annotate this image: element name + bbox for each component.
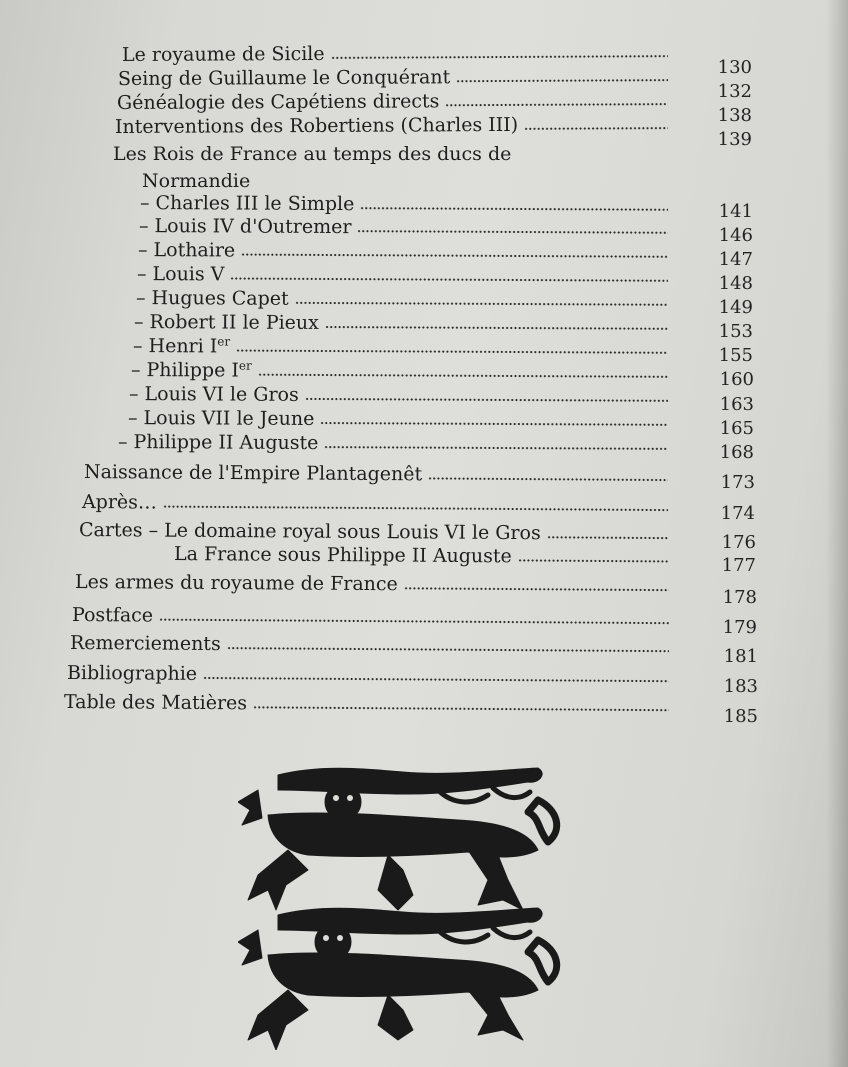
toc-label: – Louis IV d'Outremer bbox=[138, 215, 352, 239]
toc-row bbox=[174, 543, 675, 568]
two-leopards-heraldic-emblem bbox=[238, 760, 568, 1050]
toc-page-number: 148 bbox=[718, 273, 753, 294]
toc-label: – Lothaire bbox=[137, 239, 236, 262]
toc-row bbox=[67, 662, 675, 688]
toc-label: Remerciements bbox=[69, 632, 221, 656]
toc-page-number: 132 bbox=[717, 81, 752, 102]
toc-row bbox=[140, 192, 674, 217]
dot-leader bbox=[445, 102, 668, 107]
toc-row bbox=[128, 407, 674, 432]
toc-row bbox=[84, 461, 674, 487]
toc-label: – Louis V bbox=[136, 263, 225, 286]
toc-page-number: 178 bbox=[722, 587, 757, 608]
toc-label: Les Rois de France au temps des ducs de bbox=[113, 143, 512, 165]
toc-row bbox=[117, 89, 674, 114]
toc-page-number: 153 bbox=[718, 321, 753, 342]
toc-label: Cartes – Le domaine royal sous Louis VI le Gros bbox=[78, 519, 541, 545]
toc-row bbox=[115, 113, 674, 138]
dot-leader bbox=[230, 276, 668, 282]
lower-leopard bbox=[238, 908, 557, 1050]
upper-leopard bbox=[238, 768, 557, 910]
toc-label: Bibliographie bbox=[66, 662, 198, 685]
toc-row bbox=[79, 519, 675, 545]
dot-leader bbox=[360, 206, 668, 212]
toc-label: – Louis VI le Gros bbox=[128, 383, 299, 406]
dot-leader bbox=[305, 397, 668, 403]
toc-label: – Robert II le Pieux bbox=[133, 311, 319, 334]
toc-page-number: 183 bbox=[723, 676, 758, 697]
toc-row bbox=[131, 359, 674, 384]
toc-label: Normandie bbox=[142, 170, 251, 192]
dot-leader bbox=[320, 421, 668, 427]
toc-page-number: 138 bbox=[717, 105, 752, 126]
toc-page-number: 165 bbox=[719, 418, 754, 439]
dot-leader bbox=[331, 54, 668, 60]
toc-row bbox=[137, 263, 674, 288]
toc-label: – Philippe Ier bbox=[130, 358, 252, 382]
toc-page-number: 139 bbox=[717, 129, 752, 150]
toc-row bbox=[118, 65, 674, 90]
toc-label: Interventions des Robertiens (Charles III) bbox=[114, 113, 519, 138]
toc-row bbox=[134, 311, 674, 336]
dot-leader bbox=[163, 505, 668, 513]
dot-leader bbox=[253, 705, 669, 712]
toc-row bbox=[64, 691, 675, 717]
toc-page-number: 146 bbox=[718, 225, 753, 246]
dot-leader bbox=[203, 676, 669, 683]
toc-row bbox=[133, 335, 674, 360]
toc-page-number: 176 bbox=[721, 532, 756, 553]
dot-leader bbox=[227, 646, 669, 653]
dot-leader bbox=[324, 445, 668, 451]
toc-label: Les armes du royaume de France bbox=[74, 571, 398, 596]
toc-label: – Louis VII le Jeune bbox=[127, 407, 315, 430]
toc-label: Généalogie des Capétiens directs bbox=[116, 90, 440, 114]
toc-label: Après… bbox=[81, 491, 158, 514]
dot-leader bbox=[456, 78, 668, 83]
toc-row bbox=[129, 383, 674, 408]
dot-leader bbox=[258, 373, 668, 379]
toc-row bbox=[136, 287, 674, 312]
dot-leader bbox=[518, 558, 669, 563]
toc-row bbox=[122, 41, 674, 66]
toc-page-number: 179 bbox=[722, 617, 757, 638]
dot-leader bbox=[428, 476, 668, 482]
toc-row bbox=[118, 431, 674, 456]
toc-row bbox=[139, 215, 674, 240]
toc-label: Table des Matières bbox=[63, 691, 248, 715]
toc-page-number: 130 bbox=[717, 57, 752, 78]
toc-page-number: 177 bbox=[721, 555, 756, 576]
toc-label: Postface bbox=[71, 604, 154, 627]
dot-leader bbox=[241, 253, 668, 259]
dot-leader bbox=[404, 586, 669, 592]
toc-page-number: 173 bbox=[720, 472, 755, 493]
dot-leader bbox=[524, 126, 668, 131]
dot-leader bbox=[547, 535, 669, 540]
dot-leader bbox=[325, 325, 668, 331]
toc-page-number: 147 bbox=[718, 249, 753, 270]
toc-row bbox=[72, 604, 675, 630]
toc-label: Naissance de l'Empire Plantagenêt bbox=[83, 461, 423, 486]
toc-label: Le royaume de Sicile bbox=[121, 42, 325, 66]
toc-row bbox=[70, 632, 675, 658]
toc-page-number: 163 bbox=[719, 394, 754, 415]
toc-page-number: 155 bbox=[718, 345, 753, 366]
toc-row bbox=[75, 571, 675, 597]
toc-page-number: 149 bbox=[718, 297, 753, 318]
dot-leader bbox=[159, 618, 669, 626]
toc-row bbox=[113, 143, 511, 165]
toc-page-number: 185 bbox=[723, 706, 758, 727]
toc-label: Seing de Guillaume le Conquérant bbox=[117, 66, 451, 90]
toc-label: – Charles III le Simple bbox=[139, 192, 355, 216]
dot-leader bbox=[357, 229, 668, 235]
toc-row bbox=[138, 239, 674, 264]
toc-label: – Henri Ier bbox=[132, 334, 231, 358]
toc-label: – Philippe II Auguste bbox=[117, 431, 319, 455]
toc-page-number: 160 bbox=[719, 369, 754, 390]
toc-page-number: 168 bbox=[719, 442, 754, 463]
toc-row bbox=[82, 491, 674, 517]
toc-label: La France sous Philippe II Auguste bbox=[173, 543, 512, 568]
dot-leader bbox=[295, 301, 668, 307]
toc-page-number: 174 bbox=[720, 503, 755, 524]
toc-page-number: 141 bbox=[718, 201, 753, 222]
toc-label: – Hugues Capet bbox=[135, 287, 289, 310]
toc-page-number: 181 bbox=[723, 646, 758, 667]
toc-row bbox=[142, 170, 250, 192]
dot-leader bbox=[236, 349, 668, 355]
